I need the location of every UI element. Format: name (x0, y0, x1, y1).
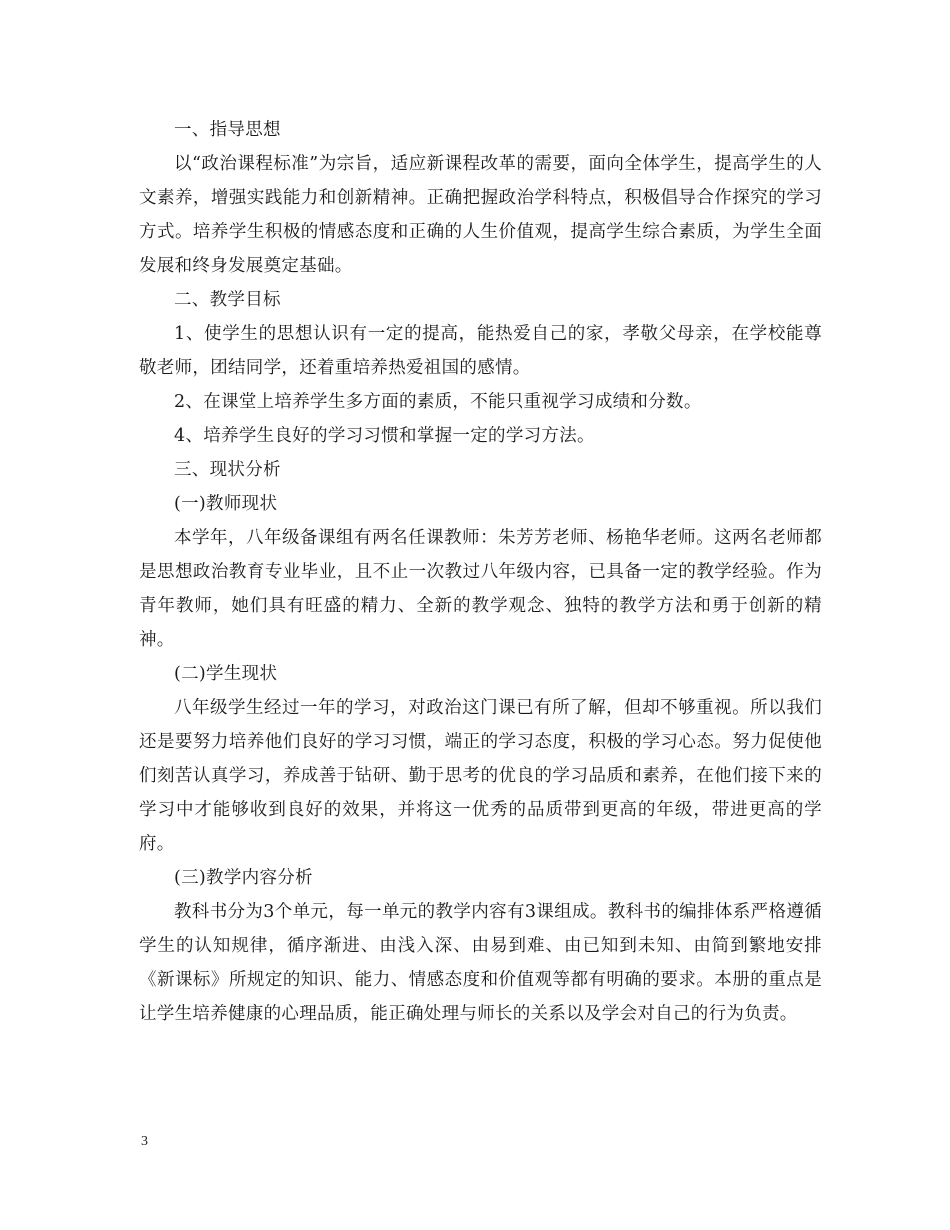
document-body (139, 113, 822, 1031)
subheading-content-analysis: (三)教学内容分析 (174, 868, 313, 888)
paragraph-goal-4: 4、培养学生良好的学习习惯和掌握一定的学习方法。 (174, 426, 595, 446)
paragraph-teacher-status: 本学年，八年级备课组有两名任课教师：朱芳芳老师、杨艳华老师。这两名老师都是思想政治教育专业毕业，且不止一次教过八年级内容，已具备一定的教学经验。作为青年教师，她们具有旺盛的精力、全新的教学观念、独特的教学方法和勇于创新的精神。 (139, 528, 822, 650)
subheading-student-status: (二)学生现状 (174, 664, 278, 684)
paragraph-goal-2: 2、在课堂上培养学生多方面的素质，不能只重视学习成绩和分数。 (174, 392, 702, 412)
paragraph-content-analysis: 教科书分为3个单元，每一单元的教学内容有3课组成。教科书的编排体系严格遵循学生的认知规律，循序渐进、由浅入深、由易到难、由已知到未知、由简到繁地安排《新课标》所规定的知识、能力、情感态度和价值观等都有明确的要求。本册的重点是让学生培养健康的心理品质，能正确处理与师长的关系以及学会对自己的行为负责。 (139, 902, 822, 1024)
page-number: 3 (141, 1134, 148, 1149)
subheading-teacher-status: (一)教师现状 (174, 494, 278, 514)
paragraph-guiding-ideology: 以“政治课程标准”为宗旨，适应新课程改革的需要，面向全体学生，提高学生的人文素养，增强实践能力和创新精神。正确把握政治学科特点，积极倡导合作探究的学习方式。培养学生积极的情感态度和正确的人生价值观，提高学生综合素质，为学生全面发展和终身发展奠定基础。 (139, 154, 822, 276)
heading-teaching-goals: 二、教学目标 (174, 290, 281, 310)
heading-guiding-ideology: 一、指导思想 (174, 120, 281, 140)
heading-status-analysis: 三、现状分析 (174, 460, 281, 480)
paragraph-student-status: 八年级学生经过一年的学习，对政治这门课已有所了解，但却不够重视。所以我们还是要努力培养他们良好的学习习惯，端正的学习态度，积极的学习心态。努力促使他们刻苦认真学习，养成善于钻研、勤于思考的优良的学习品质和素养，在他们接下来的学习中才能够收到良好的效果，并将这一优秀的品质带到更高的年级，带进更高的学府。 (139, 698, 822, 854)
paragraph-goal-1: 1、使学生的思想认识有一定的提高，能热爱自己的家，孝敬父母亲，在学校能尊敬老师，团结同学，还着重培养热爱祖国的感情。 (139, 324, 822, 378)
